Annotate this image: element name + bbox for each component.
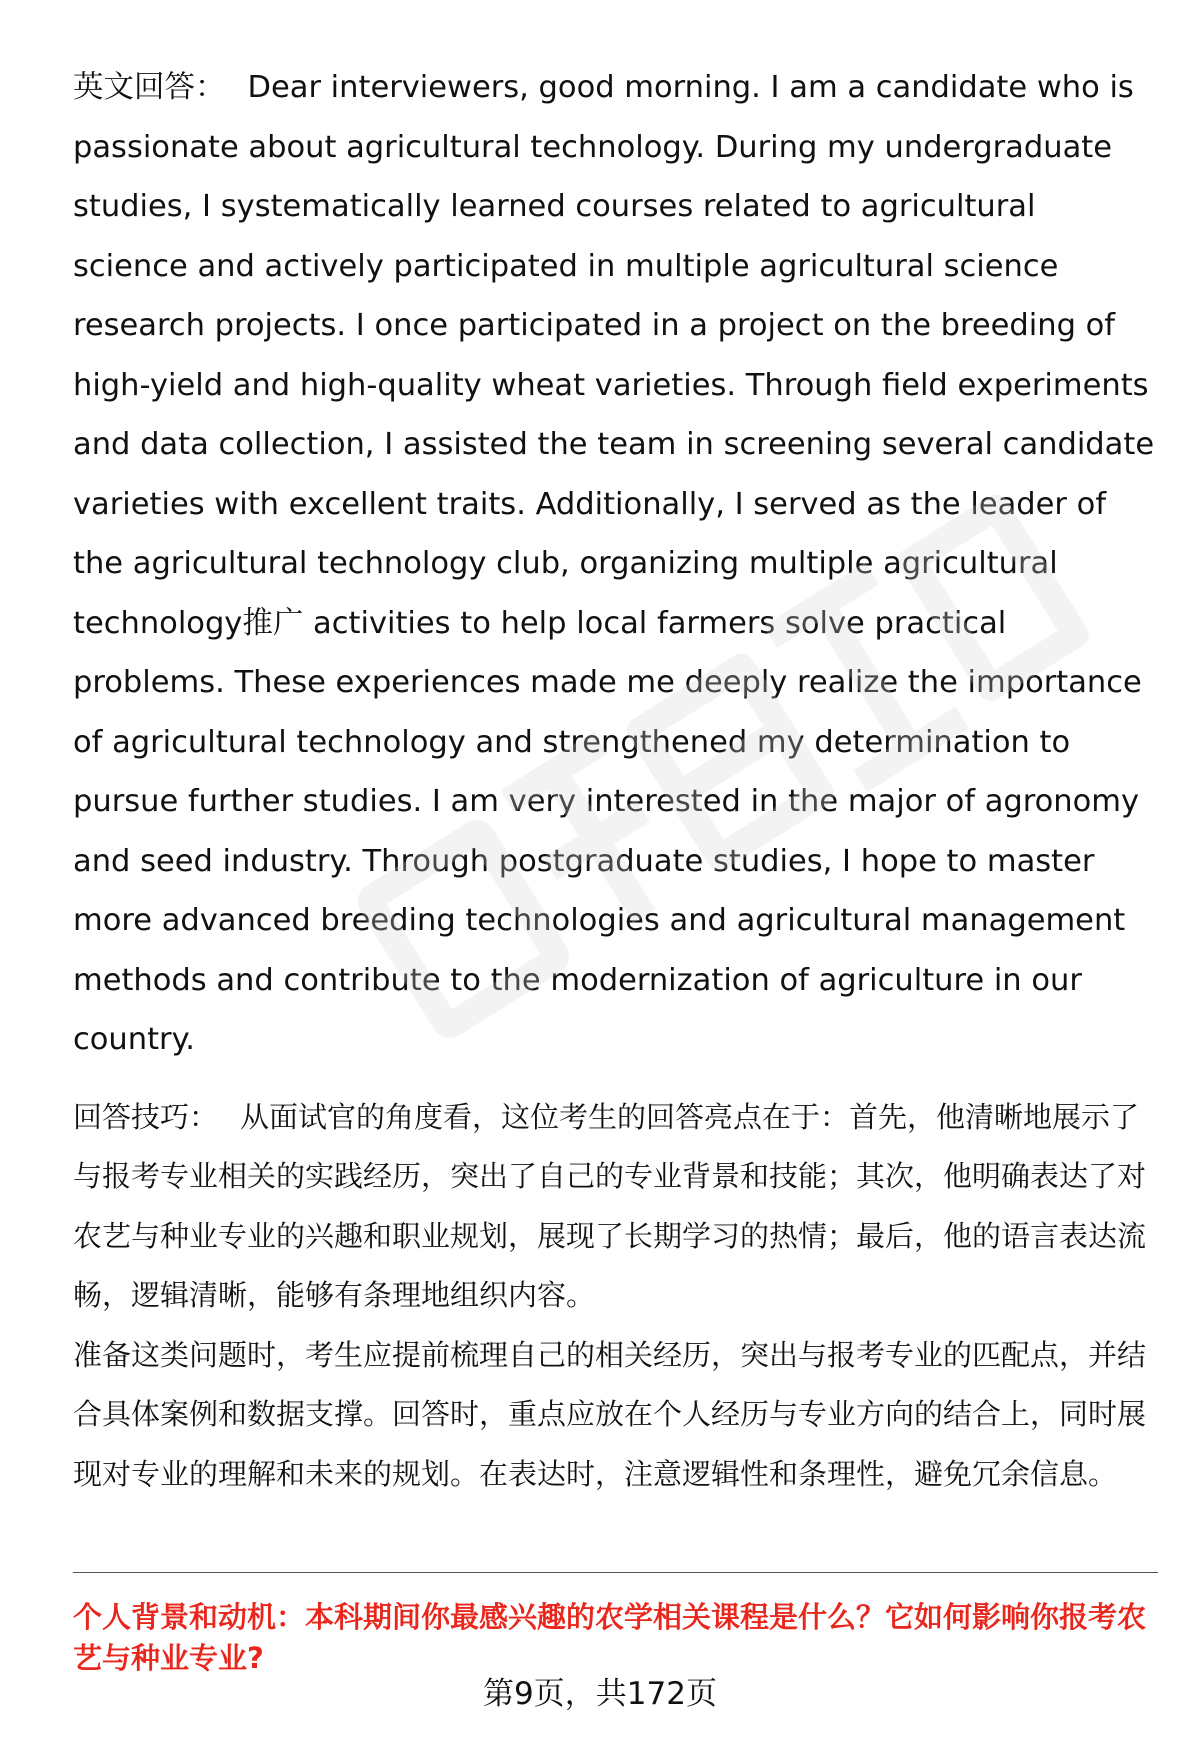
next-question-heading: 个人背景和动机：本科期间你最感兴趣的农学相关课程是什么？它如何影响你报考农艺与种业专业? <box>73 1600 1147 1675</box>
answer-tips-paragraph <box>73 1088 1158 1326</box>
preparation-advice-paragraph: 准备这类问题时，考生应提前梳理自己的相关经历，突出与报考专业的匹配点，并结合具体案例和数据支撑。回答时，重点应放在个人经历与专业方向的结合上，同时展现对专业的理解和未来的规划。在表达时，注意逻辑性和条理性，避免冗余信息。 <box>73 1337 1147 1491</box>
answer-tips-label: 回答技巧： <box>73 1099 219 1134</box>
english-answer-paragraph <box>73 58 1158 1070</box>
answer-tips-text: 从面试官的角度看，这位考生的回答亮点在于：首先，他清晰地展示了与报考专业相关的实践经历，突出了自己的专业背景和技能；其次，他明确表达了对农艺与种业专业的兴趣和职业规划，展现了长期学习的热情；最后，他的语言表达流畅，逻辑清晰，能够有条理地组织内容。 <box>73 1099 1147 1312</box>
document-body <box>73 58 1158 1504</box>
answer-tips-section <box>73 1088 1158 1505</box>
english-answer-label: 英文回答： <box>73 70 226 105</box>
english-answer-text: Dear interviewers, good morning. I am a candidate who is passionate about agricultural technology. During my undergraduate studies, I systematically learned courses related to agricultural science and actively participated in multiple agricultural science research projects. I once participated in a project on the breeding of high-yield and high-quality wheat varieties. Through field experiments and data collection, I assisted the team in screening several candidate varieties with excellent traits. Additionally, I served as the leader of the agricultural technology club, organizing multiple agricultural technology推广 activities to help local farmers solve practical problems. These experiences made me deeply realize the importance of agricultural technology and strengthened my determination to pursue further studies. I am very interested in the major of agronomy and seed industry. Through postgraduate studies, I hope to master more advanced breeding technologies and agricultural management methods and contribute to the modernization of agriculture in our country. <box>73 70 1155 1057</box>
page-number-footer: 第9页，共172页 <box>483 1676 717 1712</box>
section-divider <box>73 1572 1158 1573</box>
